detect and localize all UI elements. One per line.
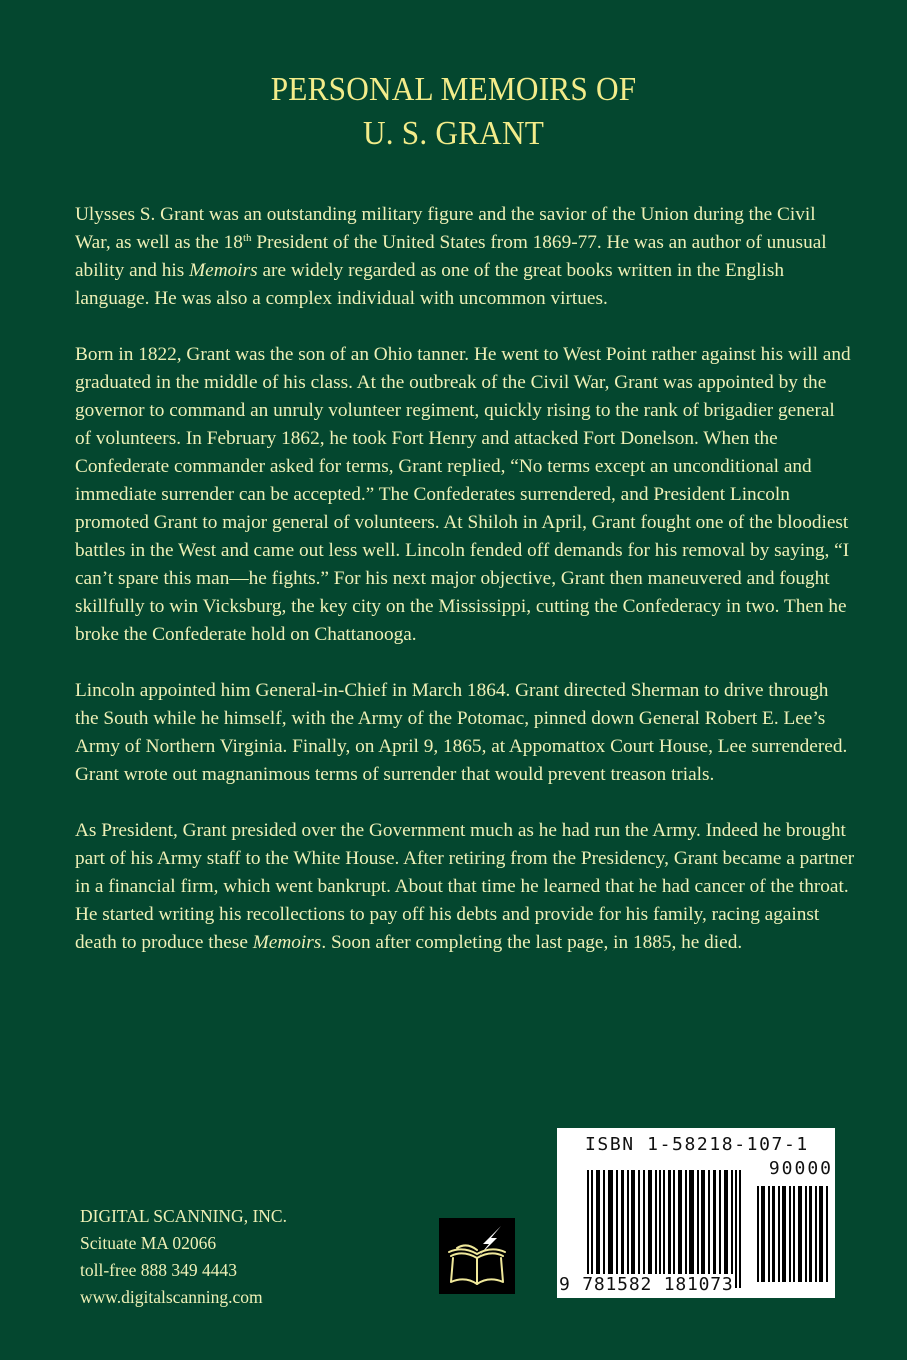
isbn-label: ISBN 1-58218-107-1 (585, 1134, 809, 1155)
publisher-phone: toll-free 888 349 4443 (80, 1260, 237, 1280)
blurb (75, 201, 855, 985)
book-title (36, 68, 870, 156)
text-span: As President, Grant presided over the Government much as he had run the Army. Indeed he brought part of his Army staff to the White House. After retiring from the Presidency, Grant became a partner in a financial firm, which went bankrupt. About that time he learned that he had cancer of the throat. He started writing his recollections to pay off his debts and provide for his family, racing against death to produce these (75, 820, 855, 953)
blurb-paragraph-3: Lincoln appointed him General-in-Chief in March 1864. Grant directed Sherman to drive through the South while he himself, with the Army of the Potomac, pinned down General Robert E. Lee’s Army of Northern Virginia. Finally, on April 9, 1865, at Appomattox Court House, Lee surrendered. Grant wrote out magnanimous terms of surrender that would prevent treason trials. (75, 680, 848, 785)
open-book-with-lightning-icon (439, 1218, 515, 1294)
ordinal-superscript: th (242, 232, 252, 244)
publisher-website: www.digitalscanning.com (80, 1287, 263, 1307)
text-span: are widely regarded as one of the great books written in the English language. He was also a complex individual with uncommon virtues. (75, 260, 784, 309)
publisher-address: Scituate MA 02066 (80, 1233, 217, 1253)
italic-title: Memoirs (189, 260, 258, 281)
blurb-paragraph-2: Born in 1822, Grant was the son of an Ohio tanner. He went to West Point rather against his will and graduated in the middle of his class. At the outbreak of the Civil War, Grant was appointed by the governor to command an unruly volunteer regiment, quickly rising to the rank of brigadier general of volunteers. In February 1862, he took Fort Henry and attacked Fort Donelson. When the Confederate commander asked for terms, Grant replied, “No terms except an unconditional and immediate surrender can be accepted.” The Confederates surrendered, and President Lincoln promoted Grant to major general of volunteers. At Shiloh in April, Grant fought one of the bloodiest battles in the West and came out less well. Lincoln fended off demands for his removal by saying, “I can’t spare this man—he fights.” For his next major objective, Grant then maneuvered and fought skillfully to win Vicksburg, the key city on the Mississippi, cutting the Confederacy in two. Then he broke the Confederate hold on Chattanooga. (75, 344, 851, 645)
title-line-2: U. S. GRANT (362, 115, 545, 152)
publisher-name: DIGITAL SCANNING, INC. (80, 1206, 287, 1226)
ean-barcode-bars (587, 1170, 747, 1288)
addon-barcode-bars (757, 1186, 829, 1282)
isbn-barcode (557, 1128, 835, 1298)
price-addon-number: 90000 (768, 1158, 833, 1179)
blurb-paragraph-1 (75, 201, 855, 313)
italic-title: Memoirs (252, 932, 322, 953)
blurb-paragraph-4 (75, 817, 855, 957)
title-line-1: PERSONAL MEMOIRS OF (270, 71, 637, 108)
ean-number: 9 781582 181073 (559, 1274, 734, 1295)
publisher-logo-svg (439, 1218, 515, 1294)
text-span: Ulysses S. Grant was an outstanding military figure and the savior of the Union during the Civil War, as well as the 18 (75, 204, 816, 253)
publisher-info (80, 1203, 287, 1311)
text-span: President of the United States from 1869-77. He was an author of unusual ability and his (75, 232, 827, 281)
text-span: . Soon after completing the last page, in 1885, he died. (321, 932, 743, 953)
